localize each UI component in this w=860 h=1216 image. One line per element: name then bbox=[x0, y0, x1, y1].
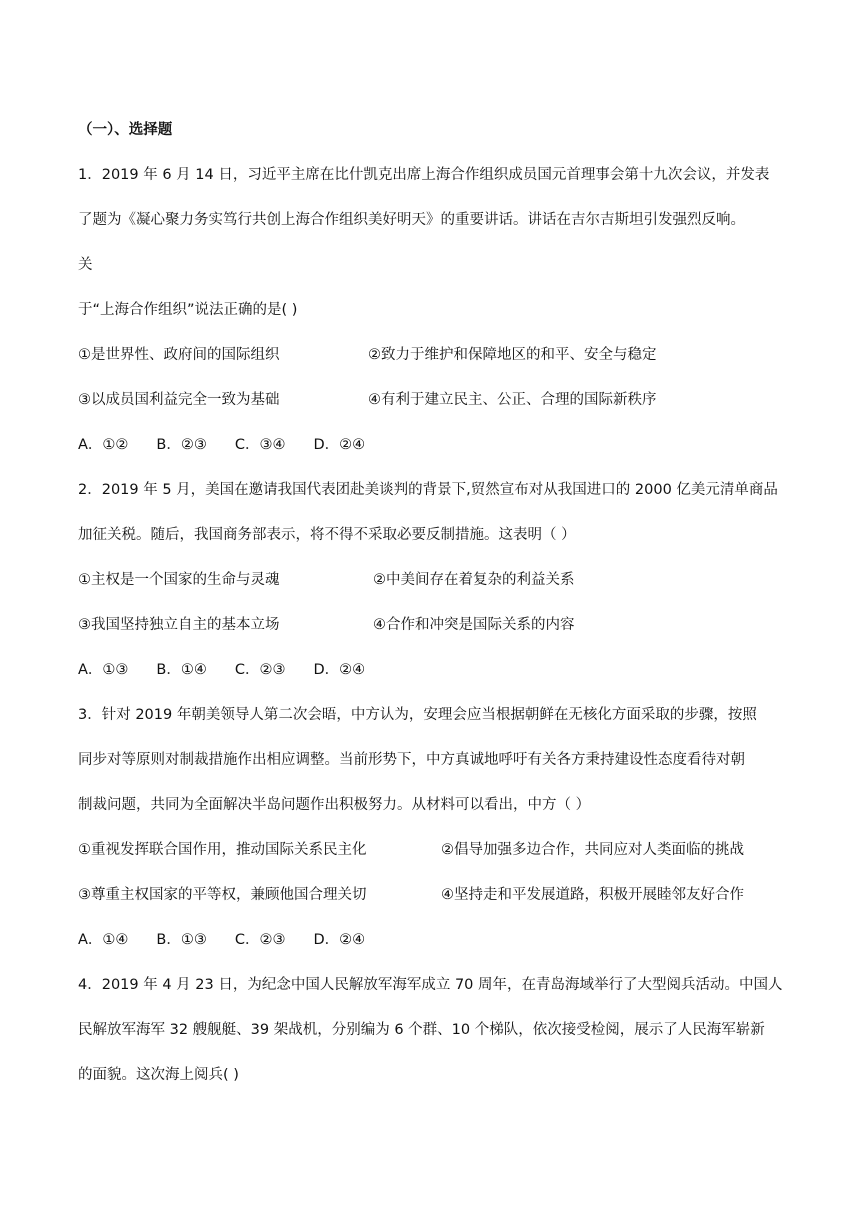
q3-option-1: ①重视发挥联合国作用，推动国际关系民主化 bbox=[78, 842, 367, 858]
q2-choice-b: B．①④ bbox=[156, 662, 207, 678]
q2-option-4: ④合作和冲突是国际关系的内容 bbox=[373, 617, 575, 633]
q3-stem-line-3: 制裁问题，共同为全面解决半岛问题作出积极努力。从材料可以看出，中方（ ） bbox=[78, 797, 591, 813]
q3-option-3: ③尊重主权国家的平等权，兼顾他国合理关切 bbox=[78, 887, 367, 903]
section-title: （一）、选择题 bbox=[78, 122, 173, 138]
q1-option-3: ③以成员国利益完全一致为基础 bbox=[78, 392, 280, 408]
q3-choice-a: A．①④ bbox=[78, 932, 129, 948]
q1-option-2: ②致力于维护和保障地区的和平、安全与稳定 bbox=[368, 347, 657, 363]
q4-stem-line-1: 4．2019 年 4 月 23 日，为纪念中国人民解放军海军成立 70 周年，在青岛海域举行了大型阅兵活动。中国人 bbox=[78, 977, 783, 993]
q1-stem-line-2: 了题为《凝心聚力务实笃行共创上海合作组织美好明天》的重要讲话。讲话在吉尔吉斯坦引发强烈反响。 bbox=[78, 212, 745, 228]
q1-choice-c: C．③④ bbox=[234, 437, 286, 453]
q2-option-3: ③我国坚持独立自主的基本立场 bbox=[78, 617, 280, 633]
q3-option-4: ④坚持走和平发展道路，积极开展睦邻友好合作 bbox=[441, 887, 744, 903]
q2-option-1: ①主权是一个国家的生命与灵魂 bbox=[78, 572, 280, 588]
q2-choice-d: D．②④ bbox=[313, 662, 366, 678]
q2-choice-c: C．②③ bbox=[234, 662, 286, 678]
q4-stem-line-3: 的面貌。这次海上阅兵( ) bbox=[78, 1067, 239, 1083]
q1-choices bbox=[78, 435, 790, 455]
q3-choice-d: D．②④ bbox=[313, 932, 366, 948]
q1-choice-d: D．②④ bbox=[313, 437, 366, 453]
q3-stem-line-1: 3．针对 2019 年朝美领导人第二次会晤，中方认为，安理会应当根据朝鲜在无核化方面采取的步骤，按照 bbox=[78, 707, 757, 723]
q3-choices bbox=[78, 930, 790, 950]
q1-stem-line-1: 1．2019 年 6 月 14 日，习近平主席在比什凯克出席上海合作组织成员国元首理事会第十九次会议，并发表 bbox=[78, 167, 770, 183]
q2-choice-a: A．①③ bbox=[78, 662, 129, 678]
q3-choice-c: C．②③ bbox=[234, 932, 286, 948]
q1-choice-a: A．①② bbox=[78, 437, 129, 453]
q3-option-2: ②倡导加强多边合作，共同应对人类面临的挑战 bbox=[441, 842, 744, 858]
q1-stem-line-4: 于“上海合作组织”说法正确的是( ) bbox=[78, 302, 298, 318]
q1-choice-b: B．②③ bbox=[156, 437, 207, 453]
q3-choice-b: B．①③ bbox=[156, 932, 207, 948]
q1-option-1: ①是世界性、政府间的国际组织 bbox=[78, 347, 280, 363]
q4-stem-line-2: 民解放军海军 32 艘舰艇、39 架战机，分别编为 6 个群、10 个梯队，依次接受检阅，展示了人民海军崭新 bbox=[78, 1022, 765, 1038]
q2-option-2: ②中美间存在着复杂的利益关系 bbox=[373, 572, 575, 588]
q3-stem-line-2: 同步对等原则对制裁措施作出相应调整。当前形势下，中方真诚地呼吁有关各方秉持建设性态度看待对朝 bbox=[78, 752, 745, 768]
q2-stem-line-1: 2．2019 年 5 月，美国在邀请我国代表团赴美谈判的背景下,贸然宣布对从我国进口的 2000 亿美元清单商品 bbox=[78, 482, 778, 498]
q2-choices bbox=[78, 660, 790, 680]
q2-stem-line-2: 加征关税。随后，我国商务部表示，将不得不采取必要反制措施。这表明（ ） bbox=[78, 527, 576, 543]
q1-option-4: ④有利于建立民主、公正、合理的国际新秩序 bbox=[368, 392, 657, 408]
q1-stem-line-3: 关 bbox=[78, 257, 93, 273]
